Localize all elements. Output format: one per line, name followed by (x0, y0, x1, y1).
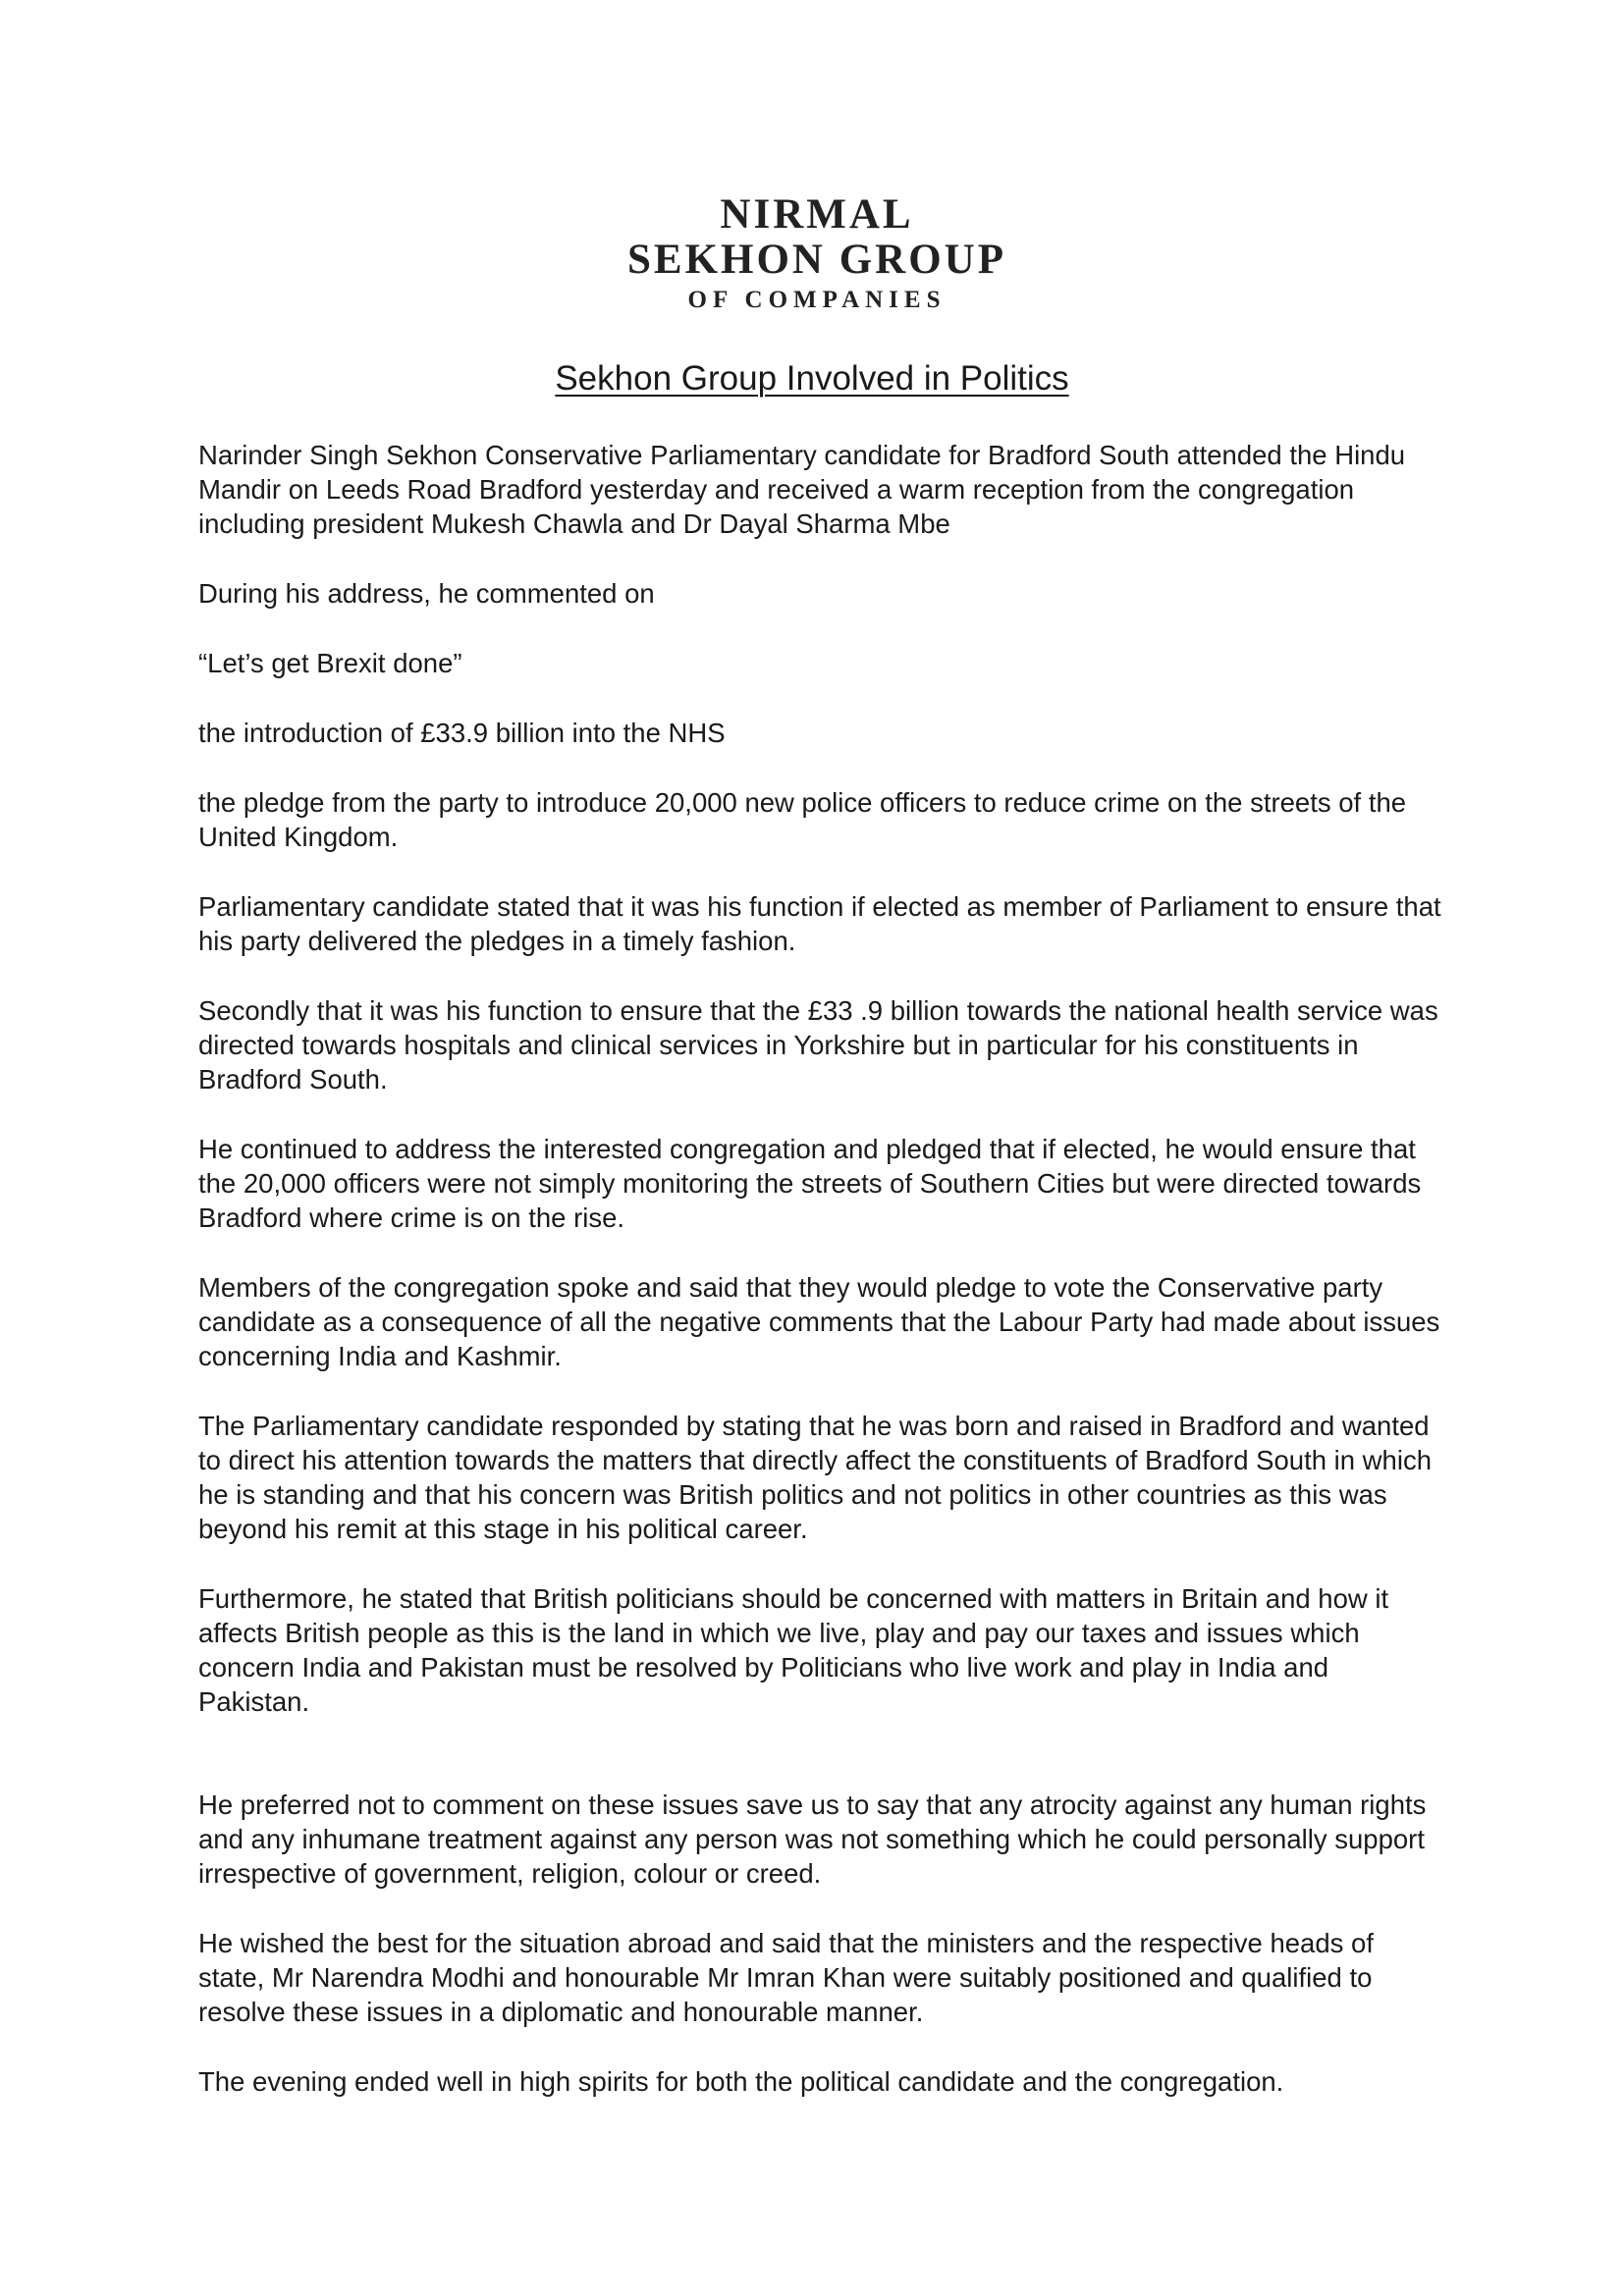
paragraph: He wished the best for the situation abroad and said that the ministers and the respective heads of state, Mr Narendra Modhi and honourable Mr Imran Khan were suitably positioned and qualified to resolve these issues in a diplomatic and honourable manner. (198, 1928, 1374, 2027)
paragraph: “Let’s get Brexit done” (198, 648, 462, 678)
logo-line-nirmal: NIRMAL (720, 191, 914, 238)
paragraph: the pledge from the party to introduce 20,000 new police officers to reduce crime on the streets of the United Kingdom. (198, 787, 1407, 852)
page-title: Sekhon Group Involved in Politics (555, 359, 1069, 398)
paragraph: Members of the congregation spoke and said that they would pledge to vote the Conservative party candidate as a consequence of all the negative comments that the Labour Party had made about issues concerning India and Kashmir. (198, 1272, 1440, 1371)
paragraph: Secondly that it was his function to ensure that the £33 .9 billion towards the national health service was directed towards hospitals and clinical services in Yorkshire but in particular for his constituents in Bradford South. (198, 995, 1438, 1095)
logo-line-sekhon-group: SEKHON GROUP (626, 237, 1006, 283)
company-logo (0, 192, 1624, 318)
paragraph: The Parliamentary candidate responded by stating that he was born and raised in Bradford and wanted to direct his attention towards the matters that directly affect the constituents of Bradford South in which he is standing and that his concern was British politics and not politics in other countries as this was beyond his remit at this stage in his political career. (198, 1411, 1432, 1544)
paragraph: He continued to address the interested congregation and pledged that if elected, he would ensure that the 20,000 officers were not simply monitoring the streets of Southern Cities but were directed towards Bradford where crime is on the rise. (198, 1134, 1422, 1233)
paragraph: Furthermore, he stated that British politicians should be concerned with matters in Britain and how it affects British people as this is the land in which we live, play and pay our taxes and issues which concern India and Pakistan must be resolved by Politicians who live work and play in India and Pakistan. (198, 1583, 1389, 1717)
paragraph: The evening ended well in high spirits for both the political candidate and the congregation. (198, 2066, 1284, 2097)
paragraph: Narinder Singh Sekhon Conservative Parliamentary candidate for Bradford South attended the Hindu Mandir on Leeds Road Bradford yesterday and received a warm reception from the congregation including president Mukesh Chawla and Dr Dayal Sharma Mbe (198, 440, 1406, 539)
article-body (198, 438, 1445, 2134)
paragraph: the introduction of £33.9 billion into the NHS (198, 718, 726, 748)
paragraph: Parliamentary candidate stated that it was his function if elected as member of Parliament to ensure that his party delivered the pledges in a timely fashion. (198, 891, 1441, 956)
paragraph: He preferred not to comment on these issues save us to say that any atrocity against any human rights and any inhumane treatment against any person was not something which he could personally support irrespective of government, religion, colour or creed. (198, 1789, 1427, 1889)
logo-line-of-companies: OF COMPANIES (687, 287, 947, 313)
paragraph: During his address, he commented on (198, 578, 655, 609)
